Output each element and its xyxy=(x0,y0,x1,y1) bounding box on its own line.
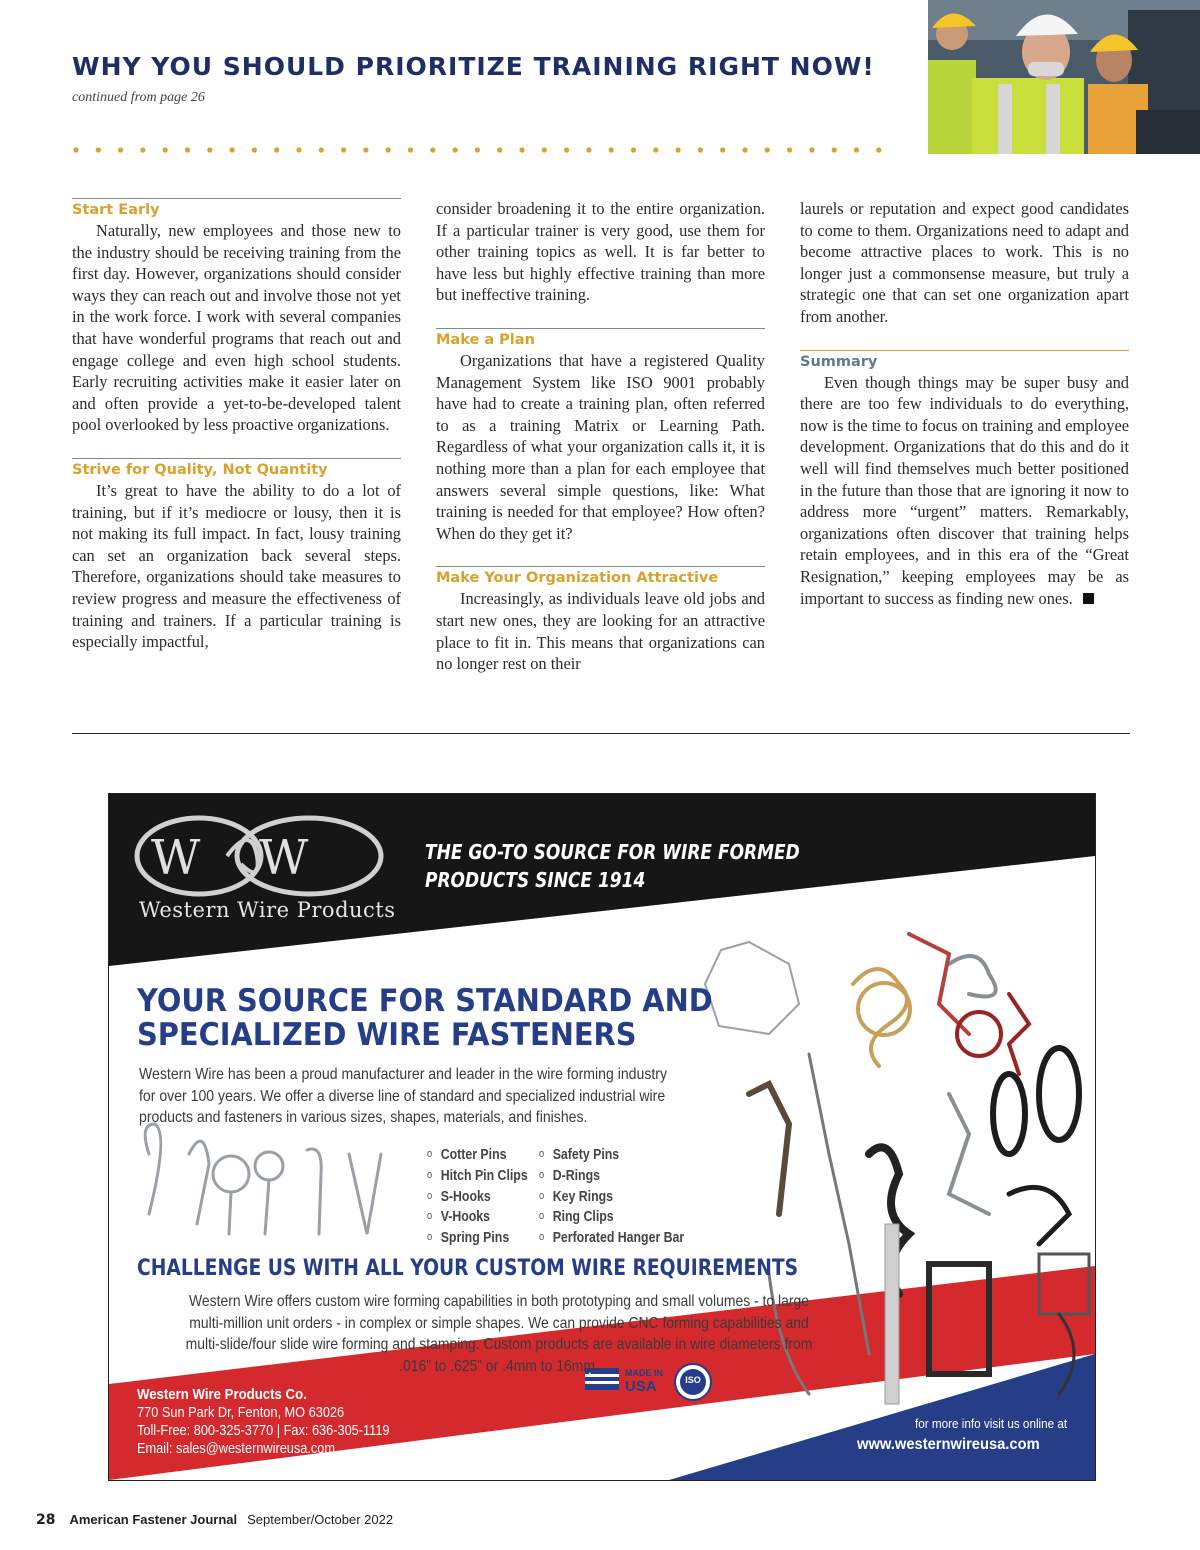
divider-dot xyxy=(609,147,614,152)
ad-headline xyxy=(137,984,713,1052)
publication-name: American Fastener Journal xyxy=(69,1512,238,1527)
subhead-make-a-plan: Make a Plan xyxy=(436,328,765,350)
divider-dot xyxy=(698,147,703,152)
paragraph-quality-part2: consider broadening it to the entire organization. If a particular trainer is very good, use them for other training topics as well. It is far better to have less but highly effective training than more but ineffective training. xyxy=(436,199,765,305)
ad-headline-line1: YOUR SOURCE FOR STANDARD AND xyxy=(137,983,713,1019)
column-3 xyxy=(800,198,1129,609)
svg-text:W: W xyxy=(151,830,201,886)
product-item: o Hitch Pin Clips xyxy=(427,1167,528,1188)
usa-label: USA xyxy=(625,1378,657,1395)
product-item: o S-Hooks xyxy=(427,1188,528,1209)
divider-dot xyxy=(542,147,547,152)
divider-dot xyxy=(742,147,747,152)
ad-contact-block xyxy=(137,1386,390,1458)
column-1 xyxy=(72,198,401,653)
product-item: o Ring Clips xyxy=(539,1208,684,1229)
section-rule xyxy=(72,733,1130,734)
made-in-usa-text xyxy=(625,1366,663,1394)
divider-dot xyxy=(453,147,458,152)
dotted-divider xyxy=(72,142,902,158)
divider-dot xyxy=(252,147,257,152)
paragraph-make-a-plan: Organizations that have a registered Quality Management System like ISO 9001 probably have had to create a training plan, often referred to as a training Matrix or Learning Path. Regardless of what your organization calls it, it is nothing more than a plan for each employee that answers several simple questions, like: What training is needed for that employee? How often? When do they get it? xyxy=(436,350,765,543)
divider-dot xyxy=(854,147,859,152)
divider-dot xyxy=(408,147,413,152)
subhead-start-early: Start Early xyxy=(72,198,401,220)
page-footer xyxy=(36,1512,393,1528)
divider-dot xyxy=(564,147,569,152)
ad-tagline-line1: THE GO-TO SOURCE FOR WIRE FORMED xyxy=(425,840,800,864)
divider-dot xyxy=(140,147,145,152)
continued-note: continued from page 26 xyxy=(72,90,205,105)
ad-background xyxy=(109,794,1095,1480)
divider-dot xyxy=(163,147,168,152)
product-item: o Key Rings xyxy=(539,1188,684,1209)
divider-dot xyxy=(386,147,391,152)
divider-dot xyxy=(73,147,78,152)
ad-custom-text: Western Wire offers custom wire forming capabilities in both prototyping and small volumes - to large multi-million unit orders - in complex or simple shapes. We can provide CNC forming capabilities and multi-slide/four slide wire forming and stamping. Custom products are available in wire diameters from .016” to .625” or .4mm to 16mm. xyxy=(185,1293,813,1375)
company-address: 770 Sun Park Dr, Fenton, MO 63026 xyxy=(137,1405,345,1421)
svg-text:W: W xyxy=(259,830,309,886)
divider-dot xyxy=(363,147,368,152)
divider-dot xyxy=(586,147,591,152)
issue-date: September/October 2022 xyxy=(247,1512,394,1527)
ad-tagline-line2: PRODUCTS SINCE 1914 xyxy=(425,868,646,892)
company-email: Email: sales@westernwireusa.com xyxy=(137,1441,336,1457)
paragraph-attractive-part2: laurels or reputation and expect good candidates to come to them. Organizations need to adapt and become attractive places to work. This is no longer just a commonsense measure, but truly a strategic one that can set one organization apart from another. xyxy=(800,199,1129,326)
company-name: Western Wire Products Co. xyxy=(137,1386,307,1403)
product-list-2 xyxy=(539,1146,684,1250)
iso-label: ISO xyxy=(685,1375,701,1385)
divider-dot xyxy=(519,147,524,152)
subhead-attractive: Make Your Organization Attractive xyxy=(436,566,765,588)
divider-dot xyxy=(430,147,435,152)
divider-dot xyxy=(832,147,837,152)
paragraph-attractive-part1: Increasingly, as individuals leave old jobs and start new ones, they are looking for an attractive place to fit in. This means that organizations can no longer rest on their xyxy=(436,589,765,674)
western-wire-ad xyxy=(108,793,1096,1481)
divider-dot xyxy=(207,147,212,152)
product-item: o V-Hooks xyxy=(427,1208,528,1229)
product-item: o Safety Pins xyxy=(539,1146,684,1167)
product-list-1 xyxy=(427,1146,528,1250)
divider-dot xyxy=(118,147,123,152)
divider-dot xyxy=(296,147,301,152)
ad-intro-text: Western Wire has been a proud manufacturer and leader in the wire forming industry for over 100 years. We offer a diverse line of standard and specialized industrial wire products and fasteners in various sizes, shapes, materials, and finishes. xyxy=(139,1066,668,1126)
website-url: www.westernwireusa.com xyxy=(857,1436,1040,1453)
ad-tagline xyxy=(425,838,800,894)
paragraph-summary xyxy=(800,372,1129,610)
divider-dot xyxy=(653,147,658,152)
divider-dot xyxy=(676,147,681,152)
subhead-quality: Strive for Quality, Not Quantity xyxy=(72,458,401,480)
page-number: 28 xyxy=(36,1512,56,1528)
product-item: o Perforated Hanger Bar xyxy=(539,1229,684,1250)
divider-dot xyxy=(720,147,725,152)
divider-dot xyxy=(876,147,881,152)
subhead-summary: Summary xyxy=(800,350,1129,372)
divider-dot xyxy=(341,147,346,152)
product-item: o D-Rings xyxy=(539,1167,684,1188)
divider-dot xyxy=(274,147,279,152)
divider-dot xyxy=(230,147,235,152)
divider-dot xyxy=(631,147,636,152)
end-mark xyxy=(1083,593,1094,604)
company-phone: Toll-Free: 800-325-3770 | Fax: 636-305-1119 xyxy=(137,1423,390,1439)
divider-dot xyxy=(787,147,792,152)
divider-dot xyxy=(765,147,770,152)
paragraph-quality-part1: It’s great to have the ability to do a lot of training, but if it’s mediocre or lousy, then it is not making its full impact. In fact, lousy training can set an organization back several steps. Therefore, organizations should take measures to review progress and measure the effectiveness of training and trainers. If a particular training is especially impactful, xyxy=(72,480,401,652)
ad-challenge-heading: CHALLENGE US WITH ALL YOUR CUSTOM WIRE REQUIREMENTS xyxy=(137,1256,799,1281)
divider-dot xyxy=(185,147,190,152)
more-info-text: for more info visit us online at xyxy=(915,1416,1068,1431)
article-title: WHY YOU SHOULD PRIORITIZE TRAINING RIGHT NOW! xyxy=(72,52,875,81)
divider-dot xyxy=(497,147,502,152)
product-item: o Spring Pins xyxy=(427,1229,528,1250)
divider-dot xyxy=(96,147,101,152)
divider-dot xyxy=(475,147,480,152)
ad-logo-text: Western Wire Products xyxy=(139,898,396,922)
divider-dot xyxy=(809,147,814,152)
workers-photo xyxy=(928,0,1200,154)
product-item: o Cotter Pins xyxy=(427,1146,528,1167)
ad-headline-line2: SPECIALIZED WIRE FASTENERS xyxy=(137,1017,637,1053)
made-in-label: MADE IN xyxy=(625,1368,663,1378)
column-2 xyxy=(436,198,765,675)
paragraph-start-early: Naturally, new employees and those new to the industry should be receiving training from the first day. However, organizations should consider ways they can reach out and involve those not yet in the work force. I work with several companies that have wonderful programs that reach out and engage college and even high school students. Early recruiting activities make it easier later on and often provide a yet-to-be-developed talent pool overlooked by less proactive organizations. xyxy=(72,221,401,435)
summary-text: Even though things may be super busy and there are too few individuals to do everything, now is the time to focus on training and employee development. Organizations that do this and do it well will find themselves much better positioned in the future than those that are ignoring it now to address more “urgent” matters. Remarkably, organizations often discover that training helps retain employees, and in this era of the “Great Resignation,” keeping employees may be as important to success as finding new ones. xyxy=(800,372,1129,608)
divider-dot xyxy=(319,147,324,152)
